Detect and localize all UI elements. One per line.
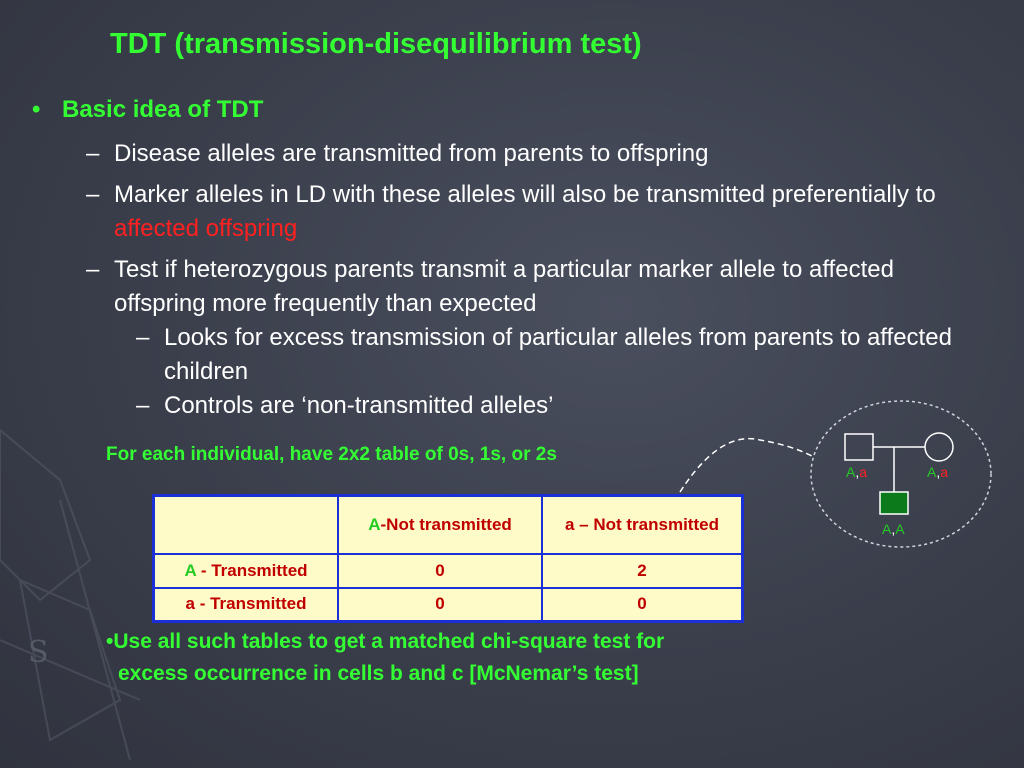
subpoint-2: – Controls are ‘non-transmitted alleles’ bbox=[136, 389, 976, 423]
table-cell: 2 bbox=[542, 554, 743, 588]
col-header-A-not-transmitted: A-Not transmitted bbox=[338, 496, 542, 554]
table-cell: 0 bbox=[542, 588, 743, 622]
table-cell: 0 bbox=[338, 588, 542, 622]
mother-circle-icon bbox=[925, 433, 953, 461]
row-header-A-transmitted: A - Transmitted bbox=[154, 554, 339, 588]
table-caption: For each individual, have 2x2 table of 0s, 1s, or 2s bbox=[106, 444, 557, 465]
affected-child-square-icon bbox=[880, 492, 908, 514]
table-cell: 0 bbox=[338, 554, 542, 588]
transmission-table bbox=[152, 494, 744, 623]
row-header-a-transmitted: a - Transmitted bbox=[154, 588, 339, 622]
svg-text:S: S bbox=[28, 635, 49, 670]
father-genotype: A,a bbox=[846, 464, 868, 480]
point-2-text: Marker alleles in LD with these alleles will also be transmitted preferentially to bbox=[114, 181, 936, 208]
child-genotype: A,A bbox=[882, 521, 905, 537]
subpoint-1-text: Looks for excess transmission of particular alleles from parents to affected children bbox=[164, 324, 952, 385]
father-square-icon bbox=[845, 434, 873, 460]
point-2: – Marker alleles in LD with these alleles will also be transmitted preferentially to affected offspring bbox=[86, 181, 936, 242]
point-1: – Disease alleles are transmitted from parents to offspring bbox=[86, 137, 946, 171]
table-row bbox=[154, 554, 743, 588]
conclusion-line-1: •Use all such tables to get a matched chi-square test for bbox=[106, 630, 665, 653]
conclusion-line-2: excess occurrence in cells b and c [McNemar’s test] bbox=[118, 662, 639, 685]
table-row bbox=[154, 588, 743, 622]
main-bullet-text: Basic idea of TDT bbox=[62, 96, 264, 123]
table-corner-cell bbox=[154, 496, 339, 554]
point-3: – Test if heterozygous parents transmit a particular marker allele to affected offspring more frequently than expected bbox=[86, 253, 946, 321]
point-2-highlight: affected offspring bbox=[114, 215, 298, 242]
point-1-text: Disease alleles are transmitted from parents to offspring bbox=[114, 140, 709, 167]
bullet-dot: • bbox=[32, 96, 41, 123]
subpoint-1: – Looks for excess transmission of particular alleles from parents to affected children bbox=[136, 321, 976, 389]
point-3-text: Test if heterozygous parents transmit a particular marker allele to affected offspring more frequently than expected bbox=[114, 256, 894, 317]
subpoint-2-text: Controls are ‘non-transmitted alleles’ bbox=[164, 392, 554, 419]
col-header-a-not-transmitted: a – Not transmitted bbox=[542, 496, 743, 554]
mother-genotype: A,a bbox=[927, 464, 949, 480]
slide-title: TDT (transmission-disequilibrium test) bbox=[110, 28, 642, 60]
conclusion-text bbox=[106, 626, 664, 690]
table-header-row bbox=[154, 496, 743, 554]
